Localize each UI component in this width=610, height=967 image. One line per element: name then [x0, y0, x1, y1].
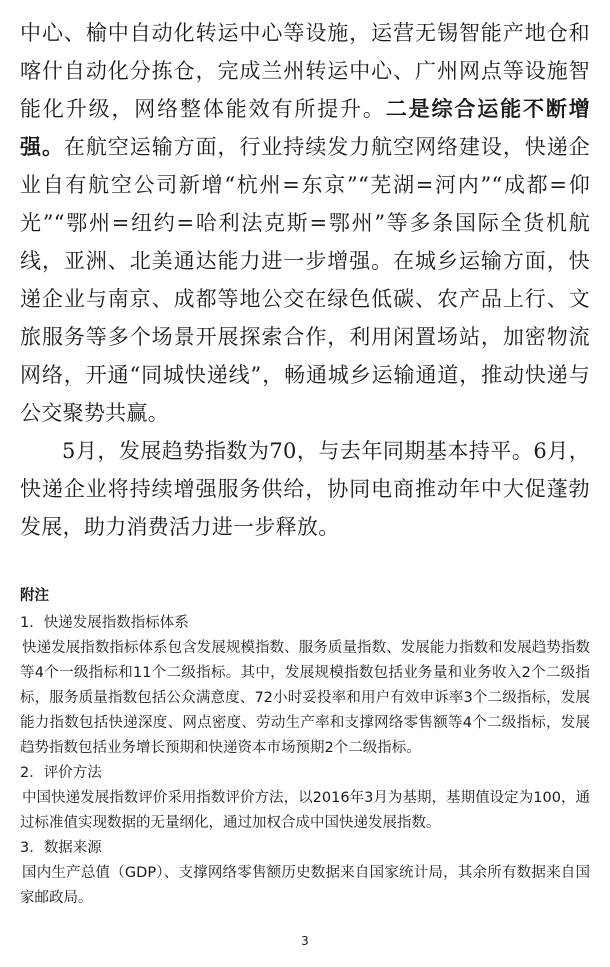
paragraph-1	[20, 14, 590, 432]
note-2-body: 中国快递发展指数评价采用指数评价方法，以2016年3月为基期，基期值设定为100，通过标准值实现数据的无量纲化，通过加权合成中国快递发展指数。	[20, 790, 590, 831]
main-text	[20, 14, 590, 546]
note-3-body: 国内生产总值（GDP）、支撑网络零售额历史数据来自国家统计局，其余所有数据来自国家邮政局。	[20, 865, 590, 906]
paragraph-2: 5月，发展趋势指数为70，与去年同期基本持平。6月，快递企业将持续增强服务供给，协同电商推动年中大促蓬勃发展，助力消费活力进一步释放。	[20, 439, 590, 539]
paragraph-1-rest: 在航空运输方面，行业持续发力航空网络建设，快递企业自有航空公司新增“杭州=东京”“芜湖=河内”“成都=仰光”“鄂州=纽约=哈利法克斯=鄂州”等多条国际全货机航线，亚洲、北美通达能力进一步增强。在城乡运输方面，快递企业与南京、成都等地公交在绿色低碳、农产品上行、文旅服务等多个场景开展探索合作，利用闲置场站，加密物流网络，开通“同城快递线”，畅通城乡运输通道，推动快递与公交聚势共赢。	[20, 135, 590, 425]
note-1-title: 1．快递发展指数指标体系	[20, 615, 189, 631]
note-1-body: 快递发展指数指标体系包含发展规模指数、服务质量指数、发展能力指数和发展趋势指数等4个一级指标和11个二级指标。其中，发展规模指数包括业务量和业务收入2个二级指标，服务质量指数包括公众满意度、72小时妥投率和用户有效申诉率3个二级指标，发展能力指数包括快递深度、网点密度、劳动生产率和支撑网络零售额等4个二级指标，发展趋势指数包括业务增长预期和快递资本市场预期2个二级指标。	[20, 640, 590, 756]
paragraph-1-bold: 二是综合运能不断增强。	[20, 96, 590, 159]
note-3-title: 3．数据来源	[20, 840, 102, 856]
notes-section	[20, 584, 590, 911]
note-2-title: 2．评价方法	[20, 765, 102, 781]
paragraph-1-text: 中心、榆中自动化转运中心等设施，运营无锡智能产地仓和喀什自动化分拣仓，完成兰州转运中心、广州网点等设施智能化升级，网络整体能效有所提升。	[20, 21, 590, 121]
notes-heading: 附注	[20, 588, 49, 604]
page-number: 3	[301, 934, 309, 948]
